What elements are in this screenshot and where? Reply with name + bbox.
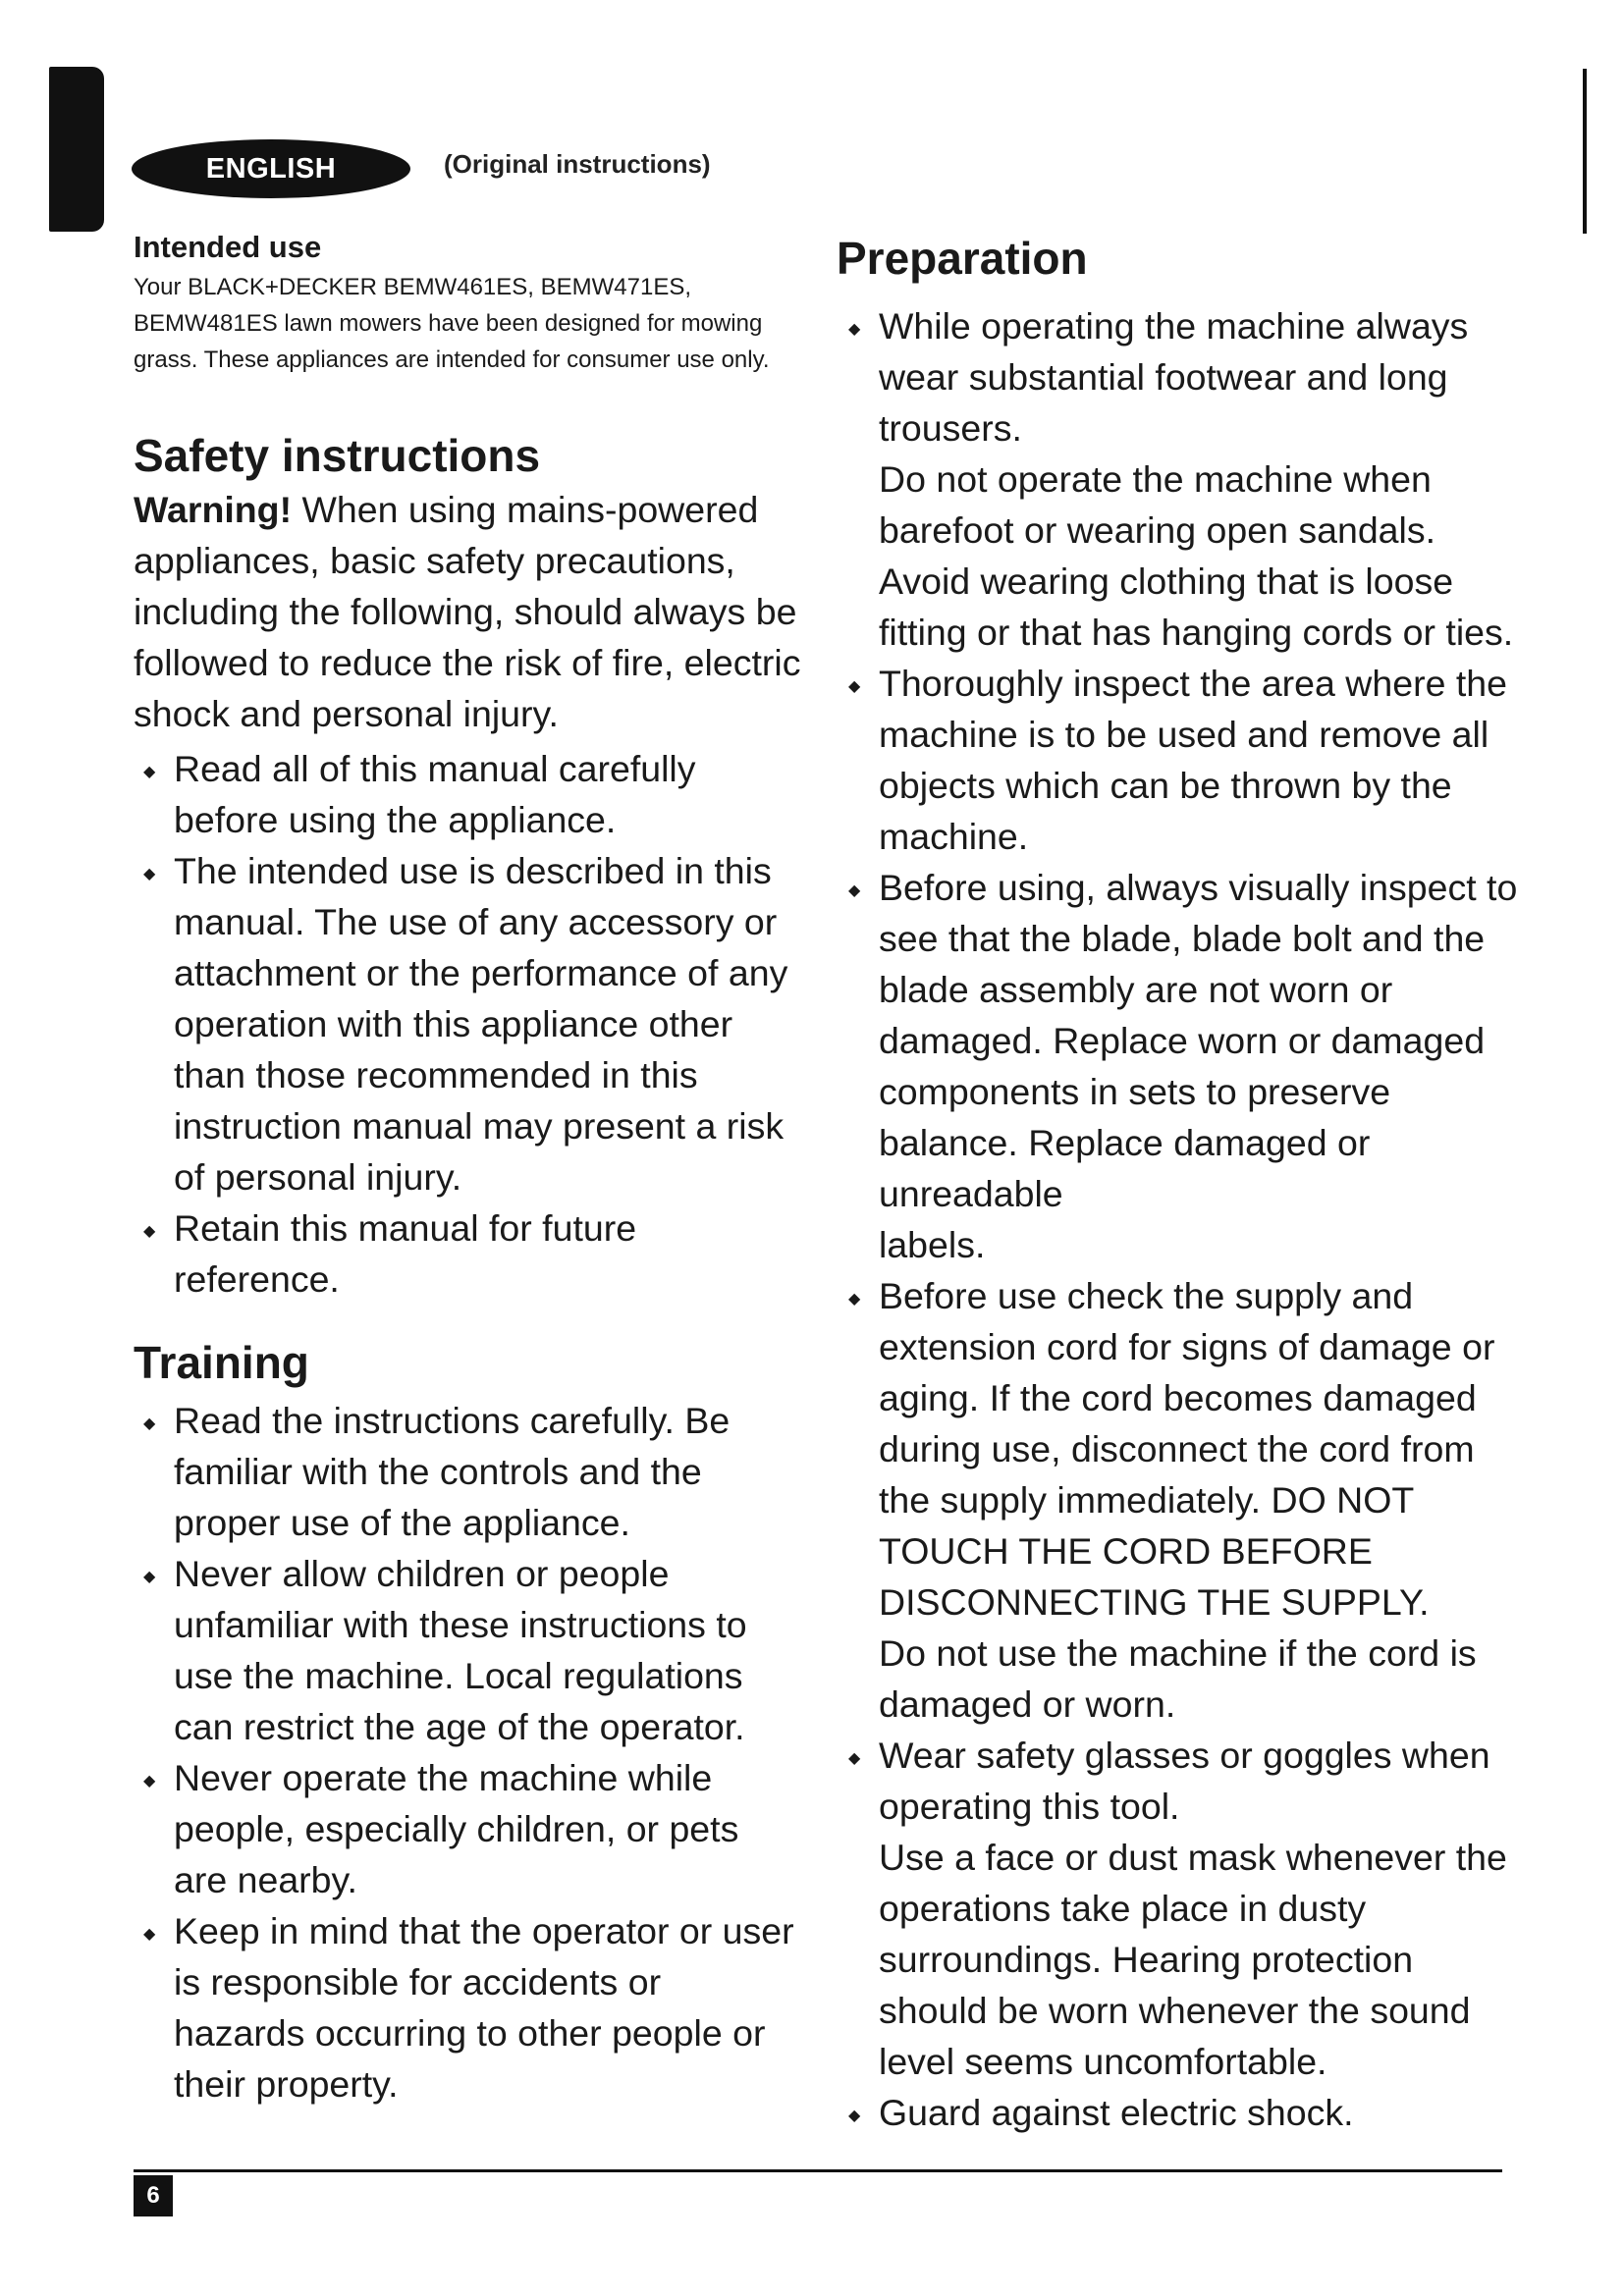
intended-use-text: Your BLACK+DECKER BEMW461ES, BEMW471ES, BEMW481ES lawn mowers have been designed for mowing grass. These appliances are intended for consumer use only. <box>134 274 770 373</box>
list-item-text: The intended use is described in this manual. The use of any accessory or attachment or the performance of any operation with this appliance other than those recommended in this instruction manual may present a risk of personal injury. <box>174 850 788 1198</box>
list-item-text: Do not use the machine if the cord is damaged or worn. <box>879 1632 1477 1725</box>
intended-use-section <box>134 230 801 378</box>
list-item-text: Retain this manual for future reference. <box>174 1207 637 1300</box>
preparation-heading: Preparation <box>837 233 1088 284</box>
list-item-text: Never allow children or people unfamiliar with these instructions to use the machine. Local regulations can restrict the age of the operator. <box>174 1553 747 1747</box>
diamond-bullet-icon: ◆ <box>848 2108 861 2124</box>
side-language-tab <box>49 67 104 232</box>
warning-paragraph <box>134 484 801 739</box>
language-badge: ENGLISH <box>132 139 410 198</box>
right-edge-rule <box>1583 69 1587 234</box>
warning-label: Warning! <box>134 489 293 530</box>
training-list <box>134 1395 801 2109</box>
diamond-bullet-icon: ◆ <box>143 866 156 882</box>
left-column <box>134 230 801 2109</box>
footer-rule <box>134 2169 1502 2172</box>
original-instructions-label: (Original instructions) <box>444 149 711 179</box>
list-item-text: Before using, always visually inspect to see that the blade, blade bolt and the blade assembly are not worn or damaged. Replace worn or damaged components in sets to preserve balance. Replace damaged or unreadable <box>879 867 1518 1214</box>
training-section <box>134 1334 801 2109</box>
diamond-bullet-icon: ◆ <box>143 1415 156 1432</box>
diamond-bullet-icon: ◆ <box>143 764 156 780</box>
list-item-text: Never operate the machine while people, especially children, or pets are nearby. <box>174 1757 739 1900</box>
list-item-text: Guard against electric shock. <box>879 2092 1354 2133</box>
list-item <box>837 2087 1524 2138</box>
diamond-bullet-icon: ◆ <box>143 1773 156 1789</box>
list-item <box>837 658 1524 862</box>
diamond-bullet-icon: ◆ <box>848 321 861 338</box>
list-item <box>134 1752 801 1905</box>
training-heading: Training <box>134 1337 309 1388</box>
list-item-text: Do not operate the machine when barefoot or wearing open sandals. Avoid wearing clothing that is loose fitting or that has hanging cords or ties. <box>879 458 1514 653</box>
diamond-bullet-icon: ◆ <box>143 1223 156 1240</box>
preparation-list <box>837 300 1524 2138</box>
diamond-bullet-icon: ◆ <box>143 1926 156 1943</box>
list-item <box>134 1395 801 1548</box>
list-item-text: Read the instructions carefully. Be familiar with the controls and the proper use of the appliance. <box>174 1400 731 1543</box>
list-item-text: Read all of this manual carefully before using the appliance. <box>174 748 696 840</box>
list-item <box>134 1202 801 1305</box>
list-item-text: Thoroughly inspect the area where the machine is to be used and remove all objects which can be thrown by the machine. <box>879 663 1507 857</box>
list-item-text: Keep in mind that the operator or user is responsible for accidents or hazards occurring to other people or their property. <box>174 1910 794 2105</box>
list-item-text: Use a face or dust mask whenever the operations take place in dusty surroundings. Hearing protection should be worn whenever the sound level seems uncomfortable. <box>879 1837 1507 2082</box>
list-item-text: Before use check the supply and extension cord for signs of damage or aging. If the cord becomes damaged during use, disconnect the cord from the supply immediately. DO NOT TOUCH THE CORD BEFORE DISCONNECTING THE SUPPLY. <box>879 1275 1495 1623</box>
diamond-bullet-icon: ◆ <box>848 1750 861 1767</box>
list-item <box>134 743 801 845</box>
page-number: 6 <box>134 2175 173 2216</box>
list-item <box>134 845 801 1202</box>
list-item <box>837 862 1524 1270</box>
diamond-bullet-icon: ◆ <box>143 1569 156 1585</box>
list-item <box>837 300 1524 658</box>
safety-heading: Safety instructions <box>134 430 541 481</box>
list-item-text: While operating the machine always wear substantial footwear and long trousers. <box>879 305 1469 449</box>
warning-text: When using mains-powered appliances, basic safety precautions, including the following, should always be followed to reduce the risk of fire, electric shock and personal injury. <box>134 489 801 734</box>
list-item <box>134 1905 801 2109</box>
list-item-text: labels. <box>879 1224 986 1265</box>
diamond-bullet-icon: ◆ <box>848 882 861 899</box>
intended-use-heading: Intended use <box>134 230 322 264</box>
diamond-bullet-icon: ◆ <box>848 678 861 695</box>
list-item <box>837 1270 1524 1730</box>
safety-list <box>134 743 801 1305</box>
right-column <box>837 230 1524 2138</box>
list-item <box>134 1548 801 1752</box>
diamond-bullet-icon: ◆ <box>848 1291 861 1308</box>
list-item-text: Wear safety glasses or goggles when operating this tool. <box>879 1735 1490 1827</box>
list-item <box>837 1730 1524 2087</box>
safety-section <box>134 427 801 1305</box>
